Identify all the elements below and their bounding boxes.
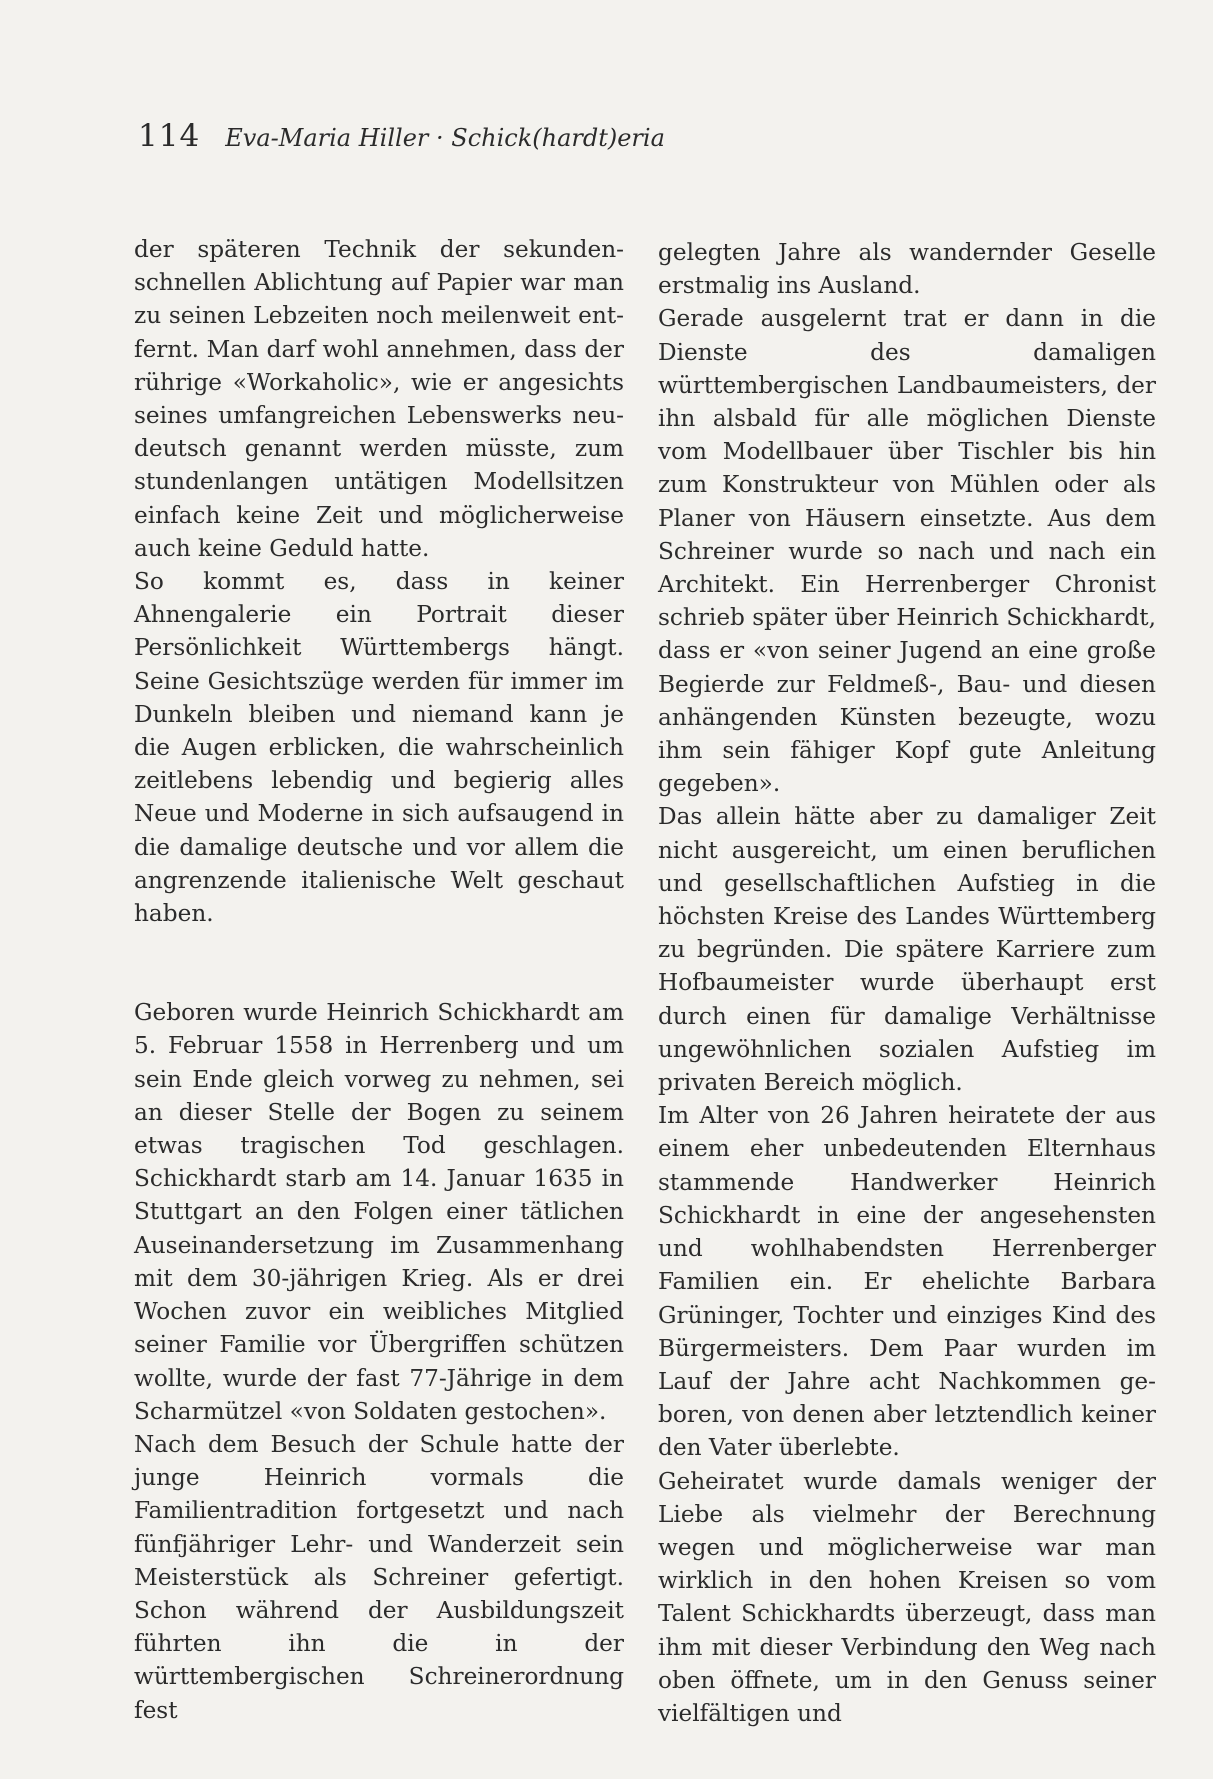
paragraph: der späteren Technik der sekundenschnellen Ablichtung auf Papier war man zu seinen Lebzeiten noch meilenweit entfernt. Man darf wohl annehmen, dass der rührige «Workaholic», wie er angesichts seines umfangreichen Lebenswerks neudeutsch genannt werden müsste, zum stundenlangen untätigen Modellsitzen einfach keine Zeit und möglicherweise auch keine Geduld hatte.: [134, 236, 624, 562]
paragraph: Nach dem Besuch der Schule hatte der junge Heinrich vormals die Familientradition fortgesetzt und nach fünfjähriger Lehr- und Wanderzeit sein Meisterstück als Schreiner gefertigt. Schon während der Ausbildungszeit führten ihn die in der württembergischen Schreinerordnung fest: [134, 1430, 624, 1724]
paragraph: Das allein hätte aber zu damaliger Zeit nicht ausgereicht, um einen beruflichen und gesellschaftlichen Aufstieg in die höchsten Kreise des Landes Württemberg zu begründen. Die spätere Karriere zum Hofbaumeister wurde überhaupt erst durch einen für damalige Verhältnisse ungewöhnlichen sozialen Aufstieg im privaten Bereich möglich.: [658, 803, 1156, 1097]
paragraph: Gerade ausgelernt trat er dann in die Dienste des damaligen württembergischen Landbaumeisters, der ihn alsbald für alle möglichen Dienste vom Modellbauer über Tischler bis hin zum Konstrukteur von Mühlen oder als Planer von Häusern einsetzte. Aus dem Schreiner wurde so nach und nach ein Architekt. Ein Herrenberger Chronist schrieb später über Heinrich Schickhardt, dass er «von seiner Jugend an eine große Begierde zur Feldmeß-, Bau- und diesen anhängenden Künsten bezeugte, wozu ihm sein fähiger Kopf gute Anleitung gegeben».: [658, 305, 1156, 798]
left-column: [134, 233, 624, 1727]
page-header: [138, 118, 665, 154]
right-column: [658, 236, 1156, 1730]
page-number: 114: [138, 118, 201, 154]
running-head: Eva-Maria Hiller · Schick(hardt)eria: [225, 124, 665, 152]
paragraph: So kommt es, dass in keiner Ahnengalerie ein Portrait dieser Persönlichkeit Württembergs hängt. Seine Gesichtszüge werden für immer im Dunkeln bleiben und niemand kann je die Augen erblicken, die wahrscheinlich zeitlebens lebendig und begierig alles Neue und Moderne in sich aufsaugend in die damalige deutsche und vor allem die angrenzende italienische Welt geschaut haben.: [134, 568, 624, 928]
paragraph: Im Alter von 26 Jahren heiratete der aus einem eher unbedeutenden Elternhaus stammende Handwerker Heinrich Schickhardt in eine der angesehensten und wohlhabendsten Herrenberger Familien ein. Er ehelichte Barbara Grüninger, Tochter und einziges Kind des Bürgermeisters. Dem Paar wurden im Lauf der Jahre acht Nachkommen geboren, von denen aber letztendlich keiner den Vater überlebte.: [658, 1102, 1156, 1462]
paragraph: Geheiratet wurde damals weniger der Liebe als vielmehr der Berechnung wegen und möglicherweise war man wirklich in den hohen Kreisen so vom Talent Schickhardts überzeugt, dass man ihm mit dieser Verbindung den Weg nach oben öffnete, um in den Genuss seiner vielfältigen und: [658, 1467, 1156, 1727]
paragraph: gelegten Jahre als wandernder Geselle erstmalig ins Ausland.: [658, 239, 1156, 300]
paragraph: Geboren wurde Heinrich Schickhardt am 5. Februar 1558 in Herrenberg und um sein Ende gleich vorweg zu nehmen, sei an dieser Stelle der Bogen zu seinem etwas tragischen Tod geschlagen. Schickhardt starb am 14. Januar 1635 in Stuttgart an den Folgen einer tätlichen Auseinandersetzung im Zusammenhang mit dem 30-jährigen Krieg. Als er drei Wochen zuvor ein weibliches Mitglied seiner Familie vor Übergriffen schützen wollte, wurde der fast 77-Jährige in dem Scharmützel «von Soldaten gestochen».: [134, 999, 624, 1425]
section-break: [134, 930, 624, 996]
